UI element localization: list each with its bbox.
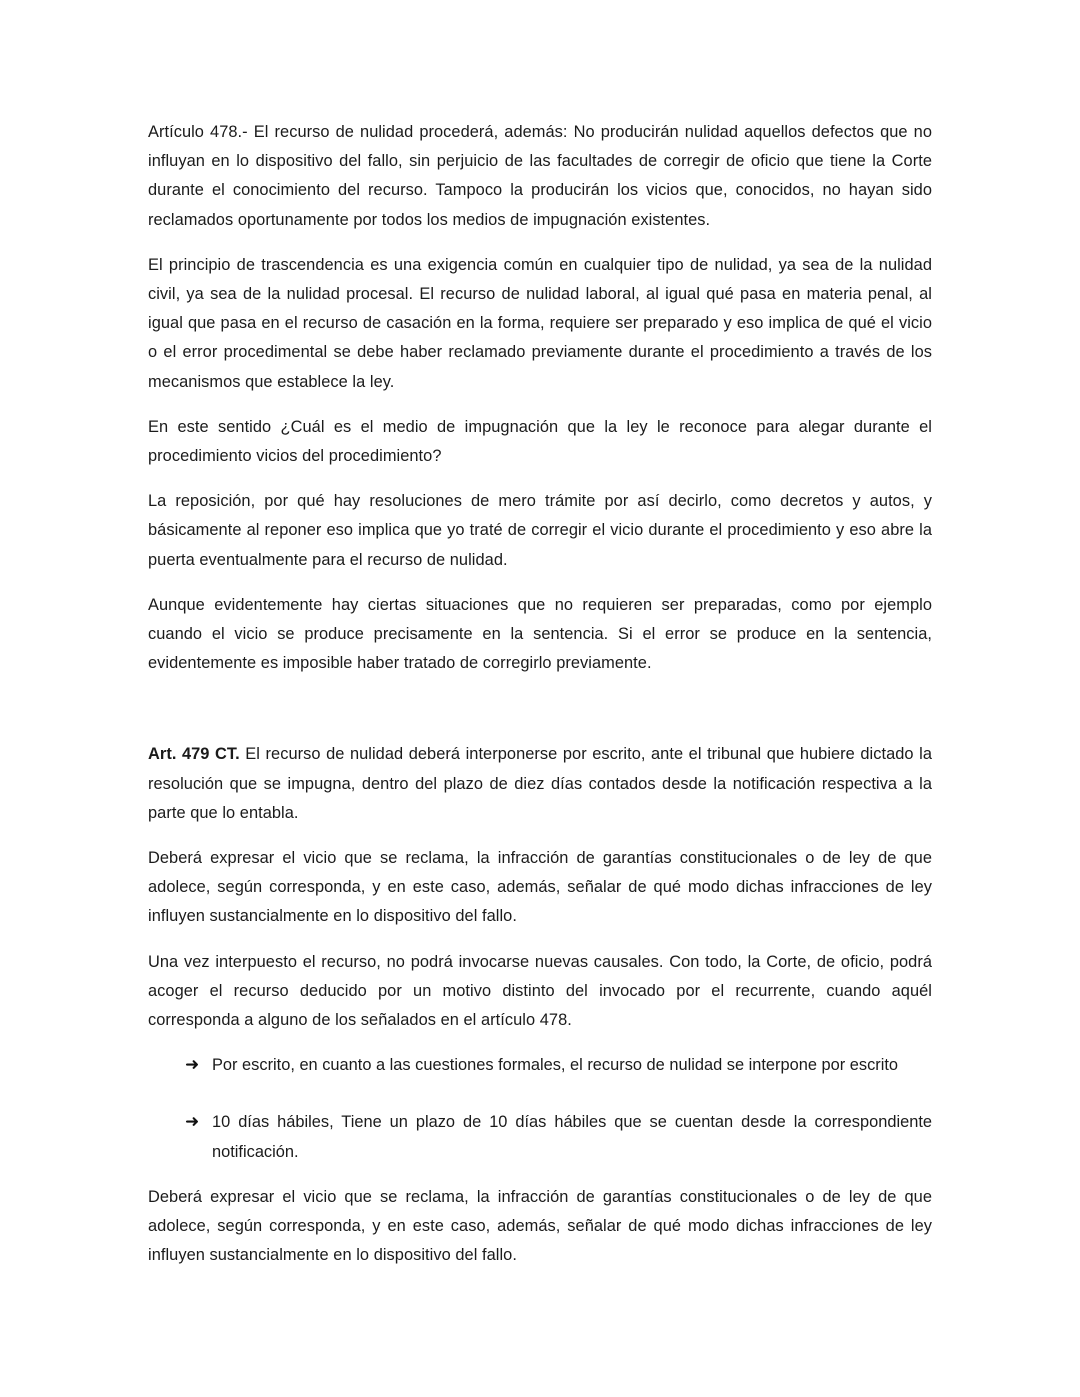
article-479-lead-body: El recurso de nulidad deberá interponerse por escrito, ante el tribunal que hubiere dictado la resolución que se impugna, dentro del plazo de diez días contados desde la notificación respectiva a la parte que lo entabla.: [148, 745, 932, 822]
paragraph-479-causales: Una vez interpuesto el recurso, no podrá invocarse nuevas causales. Con todo, la Corte, de oficio, podrá acoger el recurso deducido por un motivo distinto del invocado por el recurrente, cuando aquél corresponda a alguno de los señalados en el artículo 478.: [148, 952, 932, 1030]
article-478-section: [148, 118, 932, 678]
paragraph-479-vicio: Deberá expresar el vicio que se reclama, la infracción de garantías constitucionales o de ley de que adolece, según corresponda, y en este caso, además, señalar de qué modo dichas infracciones de ley influyen sustancialmente en lo dispositivo del fallo.: [148, 849, 932, 926]
list-item: [148, 1108, 932, 1166]
paragraph-478-intro: Artículo 478.- El recurso de nulidad procederá, además: No producirán nulidad aquellos defectos que no influyan en lo dispositivo del fallo, sin perjuicio de las facultades de corregir de oficio que tiene la Corte durante el conocimiento del recurso. Tampoco la producirán los vicios que, conocidos, no hayan sido reclamados oportunamente por todos los medios de impugnación existentes.: [148, 123, 932, 229]
paragraph-478-trascendencia: El principio de trascendencia es una exigencia común en cualquier tipo de nulidad, ya sea de la nulidad civil, ya sea de la nulidad procesal. El recurso de nulidad laboral, al igual qué pasa en materia penal, al igual que pasa en el recurso de casación en la forma, requiere ser preparado y eso implica de qué el vicio o el error procedimental se debe haber reclamado previamente durante el procedimiento a través de los mecanismos que establece la ley.: [148, 255, 932, 391]
article-479-label: Art. 479 CT.: [148, 745, 240, 764]
article-479-section: [148, 740, 932, 1270]
arrow-right-icon: ➜: [185, 1112, 200, 1133]
list-item-label: 10 días hábiles, Tiene un plazo de 10 días hábiles que se cuentan desde la correspondiente notificación.: [212, 1113, 932, 1161]
paragraph-478-excepciones: Aunque evidentemente hay ciertas situaciones que no requieren ser preparadas, como por ejemplo cuando el vicio se produce precisamente en la sentencia. Si el error se produce en la sentencia, evidentemente es imposible haber tratado de corregirlo previamente.: [148, 595, 932, 673]
list-item: [148, 1051, 932, 1080]
paragraph-478-question: En este sentido ¿Cuál es el medio de impugnación que la ley le reconoce para alegar durante el procedimiento vicios del procedimiento?: [148, 417, 932, 466]
section-divider-space: [148, 678, 932, 740]
paragraph-478-reposicion: La reposición, por qué hay resoluciones de mero trámite por así decirlo, como decretos y autos, y básicamente al reponer eso implica que yo traté de corregir el vicio durante el procedimiento y eso abre la puerta eventualmente para el recurso de nulidad.: [148, 492, 932, 569]
arrow-right-icon: ➜: [185, 1055, 200, 1076]
document-body: [148, 118, 932, 1271]
requirements-list: [148, 1051, 932, 1167]
list-item-label: Por escrito, en cuanto a las cuestiones formales, el recurso de nulidad se interpone por escrito: [212, 1056, 899, 1075]
requirements-list-wrapper: [148, 1051, 932, 1167]
paragraph-479-vicio-repeat: Deberá expresar el vicio que se reclama, la infracción de garantías constitucionales o de ley de que adolece, según corresponda, y en este caso, además, señalar de qué modo dichas infracciones de ley influyen sustancialmente en lo dispositivo del fallo.: [148, 1187, 932, 1265]
paragraph-479-lead: [148, 740, 932, 828]
